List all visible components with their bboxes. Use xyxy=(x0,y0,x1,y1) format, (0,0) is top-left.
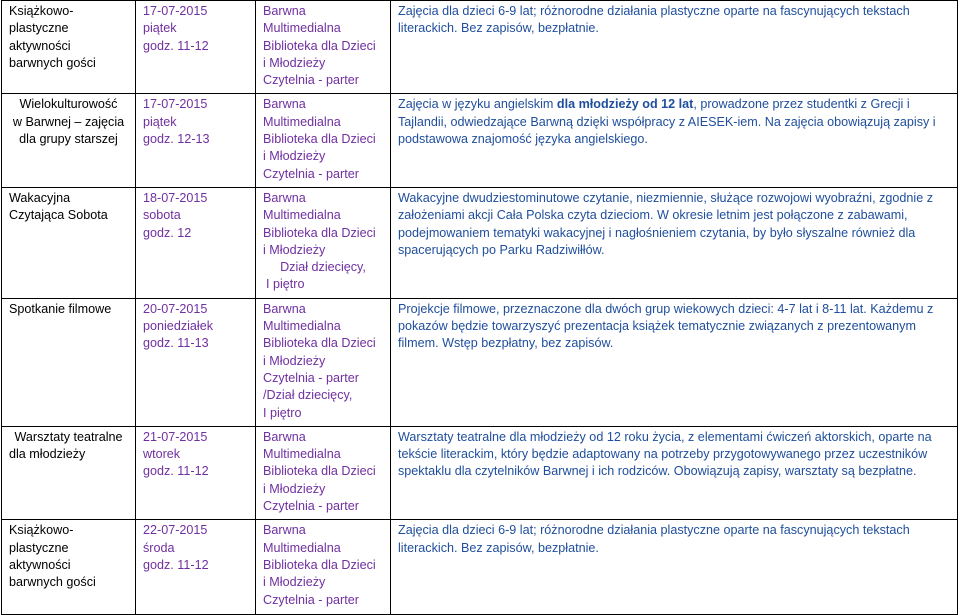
event-name-line: barwnych gości xyxy=(9,55,96,70)
venue-line: i Młodzieży xyxy=(263,242,326,257)
event-description-cell xyxy=(391,1,958,94)
venue-line: i Młodzieży xyxy=(263,353,326,368)
event-weekday: piątek xyxy=(143,114,177,129)
event-time: godz. 11-12 xyxy=(143,557,209,572)
event-weekday: sobota xyxy=(143,208,181,223)
event-description: Zajęcia dla dzieci 6-9 lat; różnorodne działania plastyczne oparte na fascynujących tekstach literackich. Bez zapisów, bezpłatnie. xyxy=(398,4,910,36)
venue-line: Barwna xyxy=(263,97,306,112)
event-venue-cell xyxy=(256,298,391,426)
event-name-line: aktywności xyxy=(9,38,71,53)
venue-line: Barwna xyxy=(263,301,306,316)
venue-line: Barwna xyxy=(263,190,306,205)
event-time: godz. 11-12 xyxy=(143,464,209,479)
event-name-cell xyxy=(2,426,136,519)
event-time: godz. 12-13 xyxy=(143,132,210,147)
venue-line: I piętro xyxy=(266,277,305,292)
event-date: 17-07-2015 xyxy=(143,4,208,18)
venue-line: Czytelnia - parter xyxy=(263,370,359,385)
event-name-line: Warsztaty teatralne xyxy=(14,429,123,444)
event-date: 17-07-2015 xyxy=(143,97,208,112)
event-name-cell xyxy=(2,520,136,615)
event-description: Zajęcia dla dzieci 6-9 lat; różnorodne działania plastyczne oparte na fascynujących tekstach literackich. Bez zapisów, bezpłatnie. xyxy=(398,523,910,555)
venue-line: i Młodzieży xyxy=(263,149,326,164)
venue-line: Multimedialna xyxy=(263,319,341,334)
event-weekday: wtorek xyxy=(143,447,181,462)
venue-line: Multimedialna xyxy=(263,114,341,129)
event-weekday: środa xyxy=(143,540,175,555)
event-name-cell xyxy=(2,1,136,94)
table-row xyxy=(2,520,958,615)
event-venue-cell xyxy=(256,94,391,187)
event-description: Projekcje filmowe, przeznaczone dla dwóch grup wiekowych dzieci: 4-7 lat i 8-11 lat. Każdemu z pokazów będzie towarzyszyć prezentacja książek tematycznie związanych z prezentowanym filmem. Wstęp bezpłatny, bez zapisów. xyxy=(398,301,934,351)
event-date: 22-07-2015 xyxy=(143,523,208,538)
event-date: 20-07-2015 xyxy=(143,301,208,316)
event-weekday: piątek xyxy=(143,21,177,36)
event-name-line: Spotkanie filmowe xyxy=(9,301,112,316)
venue-line: /Dział dziecięcy, xyxy=(263,388,353,403)
event-description-cell xyxy=(391,94,958,187)
venue-line: Czytelnia - parter xyxy=(263,166,359,181)
event-date: 21-07-2015 xyxy=(143,429,208,444)
event-description-audience: dla młodzieży od 12 lat xyxy=(556,97,694,112)
venue-line: Barwna xyxy=(263,523,306,538)
event-name-line: Wielokulturowość xyxy=(19,97,118,112)
event-description-cell xyxy=(391,298,958,426)
event-description-requirements: Na zajęcia obowiązują zapisy i podstawowa znajomość języka angielskiego. xyxy=(398,114,936,147)
event-date-cell xyxy=(136,520,256,615)
events-schedule-table xyxy=(1,0,958,615)
event-name-line: Czytająca Sobota xyxy=(9,208,108,223)
venue-line: Dział dziecięcy, xyxy=(280,260,366,275)
table-row xyxy=(2,1,958,94)
venue-line: Biblioteka dla Dzieci xyxy=(263,336,376,351)
venue-line: Czytelnia - parter xyxy=(263,592,359,607)
event-description: Wakacyjne dwudziestominutowe czytanie, niezmiennie, służące rozwojowi wyobraźni, zgodnie z założeniami akcji Cała Polska czyta dzieciom. W okresie letnim jest połączone z zabawami, podejmowaniem tematyki wakacyjnej i nagłośnieniem czytania, by było słyszalne również dla spacerujących po Parku Radziwiłłów. xyxy=(398,190,934,257)
event-name-line: w Barwnej – zajęcia xyxy=(12,114,125,129)
event-description-cell xyxy=(391,187,958,298)
event-name-line: dla grupy starszej xyxy=(19,132,118,147)
event-venue-cell xyxy=(256,426,391,519)
venue-line: Barwna xyxy=(263,429,306,444)
venue-line: I piętro xyxy=(263,405,302,420)
event-description-part: , prowadzone przez studentki z Grecji i Tajlandii, odwiedzające Barwną dzięki współpracy z AIESEK-iem. xyxy=(398,97,910,129)
venue-line: Barwna xyxy=(263,4,306,18)
venue-line: i Młodzieży xyxy=(263,575,326,590)
event-name-line: aktywności xyxy=(9,557,71,572)
event-name-line: dla młodzieży xyxy=(9,447,86,462)
table-row xyxy=(2,426,958,519)
event-date-cell xyxy=(136,187,256,298)
event-name-line: plastyczne xyxy=(9,21,69,36)
event-name-line: plastyczne xyxy=(9,540,69,555)
event-name-line: Książkowo- xyxy=(9,523,74,538)
venue-line: Multimedialna xyxy=(263,21,341,36)
table-row xyxy=(2,187,958,298)
venue-line: Biblioteka dla Dzieci xyxy=(263,132,376,147)
event-date: 18-07-2015 xyxy=(143,190,208,205)
table-row xyxy=(2,298,958,426)
event-date-cell xyxy=(136,298,256,426)
venue-line: Biblioteka dla Dzieci xyxy=(263,464,376,479)
event-venue-cell xyxy=(256,520,391,615)
event-date-cell xyxy=(136,426,256,519)
event-time: godz. 12 xyxy=(143,225,192,240)
venue-line: i Młodzieży xyxy=(263,55,326,70)
event-name-cell xyxy=(2,94,136,187)
venue-line: Czytelnia - parter xyxy=(263,73,359,88)
event-date-cell xyxy=(136,1,256,94)
event-name-line: Książkowo- xyxy=(9,4,74,18)
venue-line: Biblioteka dla Dzieci xyxy=(263,38,376,53)
table-row xyxy=(2,94,958,187)
event-description-cell xyxy=(391,426,958,519)
event-name-cell xyxy=(2,187,136,298)
venue-line: i Młodzieży xyxy=(263,481,326,496)
event-date-cell xyxy=(136,94,256,187)
event-time: godz. 11-12 xyxy=(143,38,209,53)
event-description-cell xyxy=(391,520,958,615)
venue-line: Biblioteka dla Dzieci xyxy=(263,225,376,240)
event-name-cell xyxy=(2,298,136,426)
venue-line: Biblioteka dla Dzieci xyxy=(263,557,376,572)
event-weekday: poniedziałek xyxy=(143,319,214,334)
venue-line: Multimedialna xyxy=(263,540,341,555)
venue-line: Multimedialna xyxy=(263,208,341,223)
venue-line: Multimedialna xyxy=(263,447,341,462)
event-venue-cell xyxy=(256,1,391,94)
venue-line: Czytelnia - parter xyxy=(263,499,359,514)
event-name-line: Wakacyjna xyxy=(9,190,71,205)
event-venue-cell xyxy=(256,187,391,298)
event-time: godz. 11-13 xyxy=(143,336,209,351)
event-name-line: barwnych gości xyxy=(9,575,96,590)
event-description: Warsztaty teatralne dla młodzieży od 12 roku życia, z elementami ćwiczeń aktorskich, oparte na tekście literackim, który będzie adaptowany na potrzeby przygotowywanego przez uczestników spektaklu dla czytelników Barwnej i ich rodziców. Obowiązują zapisy, warsztaty są bezpłatne. xyxy=(398,429,932,479)
event-description-part: Zajęcia w języku angielskim xyxy=(398,97,557,112)
